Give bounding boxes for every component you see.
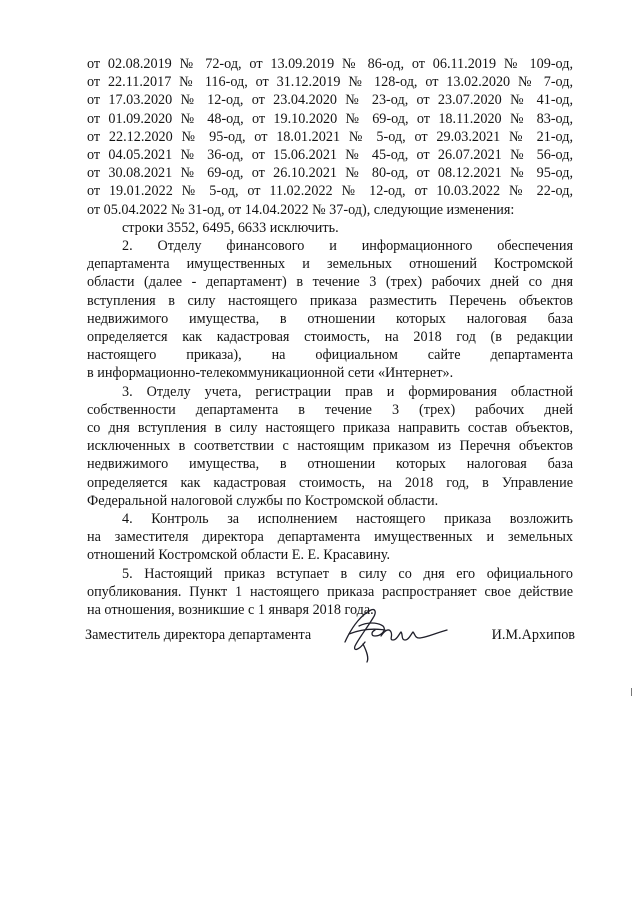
paragraph-line: департамента имущественных и земельных отношений Костромской <box>87 256 573 273</box>
amendment-line: от 22.12.2020 № 95-од, от 18.01.2021 № 5-од, от 29.03.2021 № 21-од, <box>87 128 573 145</box>
paragraph-line: области (далее - департамент) в течение 3 (трех) рабочих дней со дня <box>87 274 573 291</box>
handwritten-signature <box>337 600 457 664</box>
exclusion-clause <box>87 219 573 237</box>
signer-name: И.М.Архипов <box>491 627 575 643</box>
amendment-line: от 19.01.2022 № 5-од, от 11.02.2022 № 12-од, от 10.03.2022 № 22-од, <box>87 183 573 200</box>
paragraph-line: на отношения, возникшие с 1 января 2018 года. <box>87 602 374 619</box>
paragraph-line: опубликования. Пункт 1 настоящего приказа распространяет свое действие <box>87 583 573 600</box>
paragraph-line: недвижимого имущества, в отношении которых налоговая база <box>87 456 573 473</box>
paragraph-line: вступления в силу настоящего приказа разместить Перечень объектов <box>87 292 573 309</box>
paragraph-line: настоящего приказа), на официальном сайте департамента <box>87 347 573 364</box>
paragraph-line: 5. Настоящий приказ вступает в силу со дня его официального <box>122 565 573 582</box>
signer-position-title: Заместитель директора департамента <box>85 627 312 643</box>
paragraph-line: 4. Контроль за исполнением настоящего приказа возложить <box>122 511 573 528</box>
paragraph-3 <box>87 383 573 510</box>
paragraph-line: определяется как кадастровая стоимость, на 2018 год (в редакции <box>87 329 573 346</box>
paragraph-line: недвижимого имущества, в отношении которых налоговая база <box>87 310 573 327</box>
paragraph-line: 2. Отделу финансового и информационного обеспечения <box>122 238 573 255</box>
amendment-line: от 02.08.2019 № 72-од, от 13.09.2019 № 86-од, от 06.11.2019 № 109-од, <box>87 56 573 72</box>
paragraph-line: определяется как кадастровая стоимость, на 2018 год, в Управление <box>87 474 573 491</box>
paragraph-line: в информационно-телекоммуникационной сети «Интернет». <box>87 365 454 382</box>
amendment-line: от 30.08.2021 № 69-од, от 26.10.2021 № 80-од, от 08.12.2021 № 95-од, <box>87 165 573 182</box>
amendment-line: от 22.11.2017 № 116-од, от 31.12.2019 № 128-од, от 13.02.2020 № 7-од, <box>87 74 573 91</box>
paragraph-line: отношений Костромской области Е. Е. Красавину. <box>87 547 391 564</box>
paragraph-line: исключенных в соответствии с настоящим приказом из Перечня объектов <box>87 438 573 455</box>
paragraph-line: 3. Отделу учета, регистрации прав и формирования областной <box>122 383 573 400</box>
amendment-line: от 17.03.2020 № 12-од, от 23.04.2020 № 23-од, от 23.07.2020 № 41-од, <box>87 92 573 109</box>
exclusion-line: строки 3552, 6495, 6633 исключить. <box>122 219 339 236</box>
paragraph-4 <box>87 510 573 565</box>
document-body <box>87 55 573 619</box>
amendment-line: от 01.09.2020 № 48-од, от 19.10.2020 № 69-од, от 18.11.2020 № 83-од, <box>87 110 573 127</box>
paragraph-5 <box>87 565 573 620</box>
scan-artifact-mark <box>631 688 632 696</box>
paragraph-2 <box>87 237 573 383</box>
amendment-line: от 04.05.2021 № 36-од, от 15.06.2021 № 45-од, от 26.07.2021 № 56-од, <box>87 147 573 164</box>
paragraph-line: со дня вступления в силу настоящего приказа направить состав объектов, <box>87 420 573 437</box>
paragraph-line: на заместителя директора департамента имущественных и земельных <box>87 529 573 546</box>
paragraph-line: Федеральной налоговой службы по Костромской области. <box>87 492 439 509</box>
paragraph-line: собственности департамента в течение 3 (трех) рабочих дней <box>87 401 573 418</box>
amendment-line: от 05.04.2022 № 31-од, от 14.04.2022 № 37-од), следующие изменения: <box>87 201 515 218</box>
amendment-list <box>87 55 573 219</box>
signature-block <box>85 622 575 662</box>
